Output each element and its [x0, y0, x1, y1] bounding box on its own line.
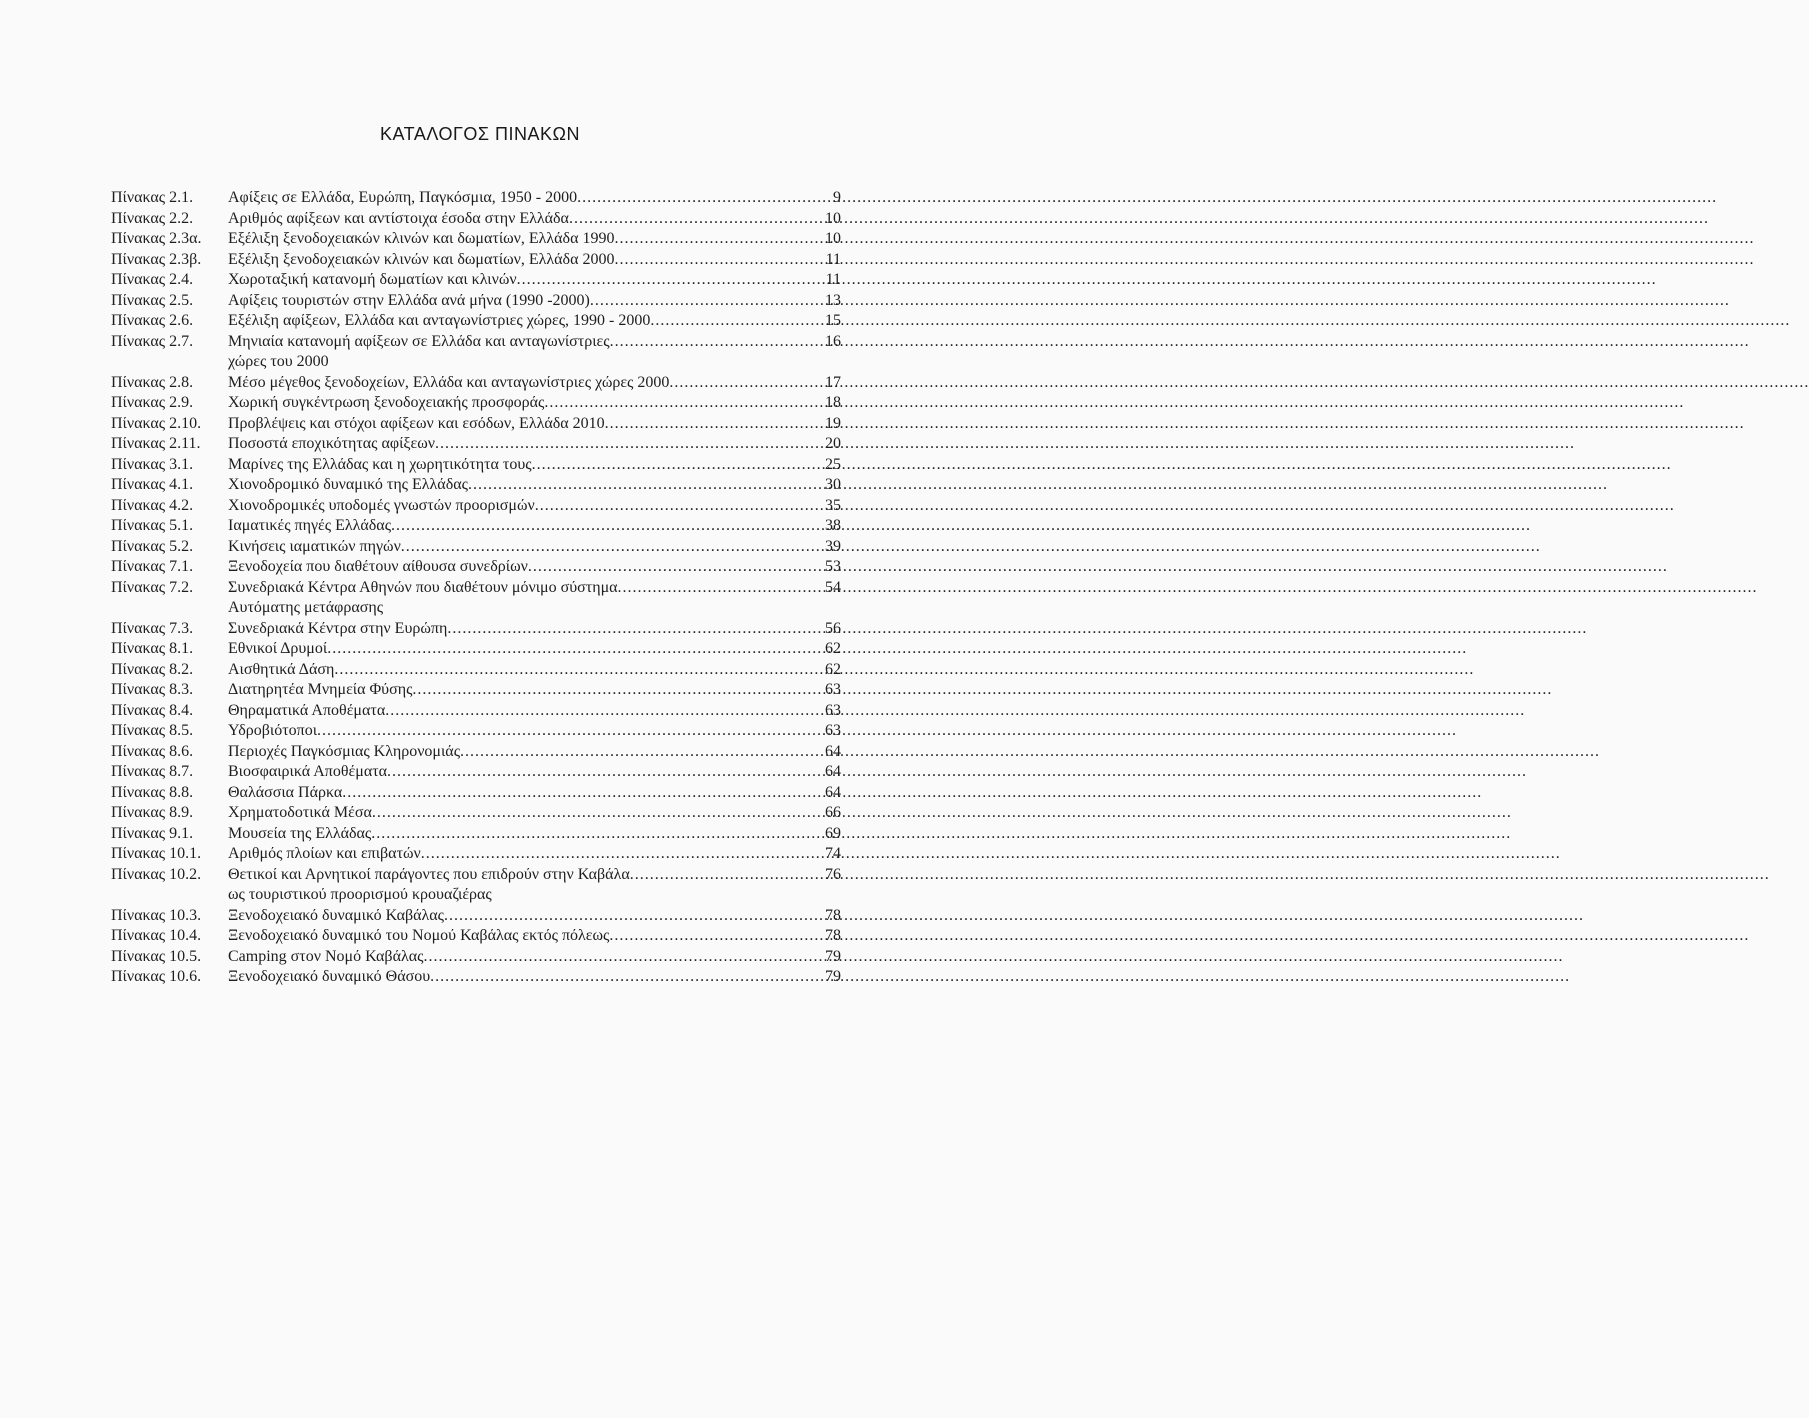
- dot-leader: [468, 475, 825, 496]
- toc-entry-title-continuation: χώρες του 2000: [228, 353, 329, 370]
- toc-entry-title-continuation: Αυτόματης μετάφρασης: [228, 599, 384, 616]
- toc-entry[interactable]: [111, 926, 841, 947]
- toc-entry-title: Ξενοδοχειακό δυναμικό Θάσου: [228, 968, 431, 985]
- toc-entry-label: Πίνακας 8.3.: [111, 681, 194, 698]
- toc-entry[interactable]: [111, 229, 841, 250]
- dot-leader: [630, 865, 825, 886]
- toc-entry-label: Πίνακας 10.5.: [111, 947, 202, 965]
- toc-entry-title: Χρηματοδοτικά Μέσα: [228, 804, 372, 821]
- toc-entry-label: Πίνακας 7.3.: [111, 619, 194, 637]
- toc-entry[interactable]: [111, 762, 841, 783]
- toc-entry[interactable]: [111, 537, 841, 558]
- toc-entry-label: Πίνακας 2.1.: [111, 189, 194, 206]
- toc-entry-label: Πίνακας 8.4.: [111, 701, 194, 719]
- toc-entry-title: Χωρική συγκέντρωση ξενοδοχειακής προσφοράς: [228, 394, 545, 411]
- toc-entry-page-number: 54: [825, 578, 841, 596]
- toc-entry-page-number: 10: [825, 230, 841, 247]
- toc-entry[interactable]: [111, 496, 841, 517]
- dot-leader: [372, 803, 825, 824]
- toc-entry-label: Πίνακας 10.6.: [111, 968, 202, 985]
- dot-leader: [528, 557, 825, 578]
- dot-leader: [371, 824, 825, 845]
- toc-entry-label: Πίνακας 8.9.: [111, 804, 194, 821]
- toc-entry-page-number: 11: [825, 271, 841, 288]
- dot-leader: [577, 188, 833, 209]
- toc-entry-title: Ξενοδοχειακό δυναμικό Καβάλας: [228, 906, 445, 924]
- toc-entry[interactable]: [111, 414, 841, 435]
- dot-leader: [444, 906, 825, 927]
- toc-entry-title: Μουσεία της Ελλάδας: [228, 824, 372, 842]
- toc-entry-label: Πίνακας 2.10.: [111, 414, 202, 432]
- dot-leader: [435, 434, 825, 455]
- dot-leader: [401, 537, 825, 558]
- toc-entry-title: Ξενοδοχεία που διαθέτουν αίθουσα συνεδρίων: [228, 558, 528, 575]
- dot-leader: [460, 742, 825, 763]
- dot-leader: [391, 516, 825, 537]
- toc-entry-label: Πίνακας 2.8.: [111, 373, 194, 391]
- toc-entry-title: Εξέλιξη ξενοδοχειακών κλινών και δωματίων, Ελλάδα 2000: [228, 250, 615, 268]
- toc-entry-label: Πίνακας 2.7.: [111, 332, 194, 350]
- toc-entry[interactable]: [111, 865, 841, 886]
- toc-entry[interactable]: [111, 660, 841, 681]
- toc-entry-page-number: 15: [825, 312, 841, 329]
- toc-entry-page-number: 35: [825, 496, 841, 514]
- toc-entry-page-number: 63: [825, 722, 841, 739]
- toc-entry-label: Πίνακας 2.3α.: [111, 230, 202, 247]
- dot-leader: [618, 578, 825, 599]
- toc-entry-page-number: 76: [825, 865, 841, 883]
- dot-leader: [327, 639, 825, 660]
- dot-leader: [421, 844, 825, 865]
- dot-leader: [334, 660, 825, 681]
- toc-entry-title: Ιαματικές πηγές Ελλάδας: [228, 517, 392, 534]
- toc-entry-label: Πίνακας 8.6.: [111, 742, 194, 760]
- toc-entry-page-number: 64: [825, 742, 841, 760]
- toc-entry-page-number: 79: [825, 968, 841, 985]
- toc-entry[interactable]: [111, 578, 841, 599]
- toc-entry-title: Ξενοδοχειακό δυναμικό του Νομού Καβάλας εκτός πόλεως: [228, 927, 610, 944]
- toc-entry-title: Εξέλιξη ξενοδοχειακών κλινών και δωματίων, Ελλάδα 1990: [228, 230, 615, 247]
- toc-entry-label: Πίνακας 8.8.: [111, 783, 194, 801]
- dot-leader: [387, 762, 825, 783]
- toc-entry-label: Πίνακας 7.1.: [111, 558, 194, 575]
- toc-entry-page-number: 74: [825, 845, 841, 862]
- dot-leader: [447, 619, 825, 640]
- toc-entry-title: Αφίξεις τουριστών στην Ελλάδα ανά μήνα (1990 -2000): [228, 291, 590, 309]
- toc-entry[interactable]: [111, 824, 841, 845]
- toc-entry-title: Χιονοδρομικό δυναμικό της Ελλάδας: [228, 476, 468, 493]
- toc-entry-title: Χιονοδρομικές υποδομές γνωστών προορισμών: [228, 496, 535, 514]
- toc-entry-page-number: 66: [825, 804, 841, 821]
- toc-entry-page-number: 11: [825, 250, 841, 268]
- toc-entry[interactable]: [111, 639, 841, 660]
- dot-leader: [614, 250, 825, 271]
- toc-entry[interactable]: [111, 291, 841, 312]
- toc-entry-title: Αριθμός πλοίων και επιβατών: [228, 845, 421, 862]
- toc-entry-label: Πίνακας 4.1.: [111, 476, 194, 493]
- toc-entry[interactable]: [111, 742, 841, 763]
- dot-leader: [650, 311, 825, 332]
- toc-entry-page-number: 9: [833, 189, 841, 206]
- toc-entry[interactable]: [111, 721, 841, 742]
- toc-entry-label: Πίνακας 10.2.: [111, 865, 202, 883]
- toc-entry-label: Πίνακας 9.1.: [111, 824, 194, 842]
- toc-entry-label: Πίνακας 2.5.: [111, 291, 194, 309]
- toc-entry[interactable]: [111, 250, 841, 271]
- toc-entry-title: Camping στον Νομό Καβάλας: [228, 947, 424, 965]
- toc-entry-page-number: 79: [825, 947, 841, 965]
- toc-entry[interactable]: [111, 619, 841, 640]
- toc-entry-page-number: 25: [825, 455, 841, 473]
- toc-entry[interactable]: [111, 209, 841, 230]
- toc-entry[interactable]: [111, 393, 841, 414]
- toc-entry-page-number: 64: [825, 763, 841, 780]
- toc-entry-label: Πίνακας 10.4.: [111, 927, 202, 944]
- toc-entry-title: Αριθμός αφίξεων και αντίστοιχα έσοδα στην Ελλάδα: [228, 209, 569, 227]
- toc-entry[interactable]: [111, 803, 841, 824]
- dot-leader: [544, 393, 825, 414]
- toc-entry-title: Μέσο μέγεθος ξενοδοχείων, Ελλάδα και ανταγωνίστριες χώρες 2000: [228, 373, 670, 391]
- toc-entry[interactable]: [111, 311, 841, 332]
- toc-entry-title: Θετικοί και Αρνητικοί παράγοντες που επιδρούν στην Καβάλα: [228, 865, 630, 883]
- toc-entry-title: Θηραματικά Αποθέματα: [228, 701, 386, 719]
- toc-entry-title: Βιοσφαιρικά Αποθέματα: [228, 763, 388, 780]
- toc-entry-page-number: 10: [825, 209, 841, 227]
- toc-entry-label: Πίνακας 5.2.: [111, 537, 194, 555]
- toc-entry-page-number: 38: [825, 517, 841, 534]
- toc-entry[interactable]: [111, 475, 841, 496]
- toc-entry-title: Προβλέψεις και στόχοι αφίξεων και εσόδων, Ελλάδα 2010: [228, 414, 605, 432]
- toc-entry-page-number: 78: [825, 927, 841, 944]
- toc-entry-label: Πίνακας 2.11.: [111, 435, 201, 452]
- dot-leader: [609, 926, 825, 947]
- toc-entry[interactable]: [111, 844, 841, 865]
- toc-entry-label: Πίνακας 2.6.: [111, 312, 194, 329]
- toc-entry-title: Χωροταξική κατανομή δωματίων και κλινών: [228, 271, 517, 288]
- toc-entry-label: Πίνακας 2.3β.: [111, 250, 202, 268]
- toc-entry-page-number: 18: [825, 394, 841, 411]
- dot-leader: [385, 701, 825, 722]
- toc-entry-title: Αφίξεις σε Ελλάδα, Ευρώπη, Παγκόσμια, 1950 - 2000: [228, 189, 578, 206]
- toc-entry[interactable]: [111, 906, 841, 927]
- toc-entry[interactable]: [111, 455, 841, 476]
- toc-entry-title: Μαρίνες της Ελλάδας και η χωρητικότητα τους: [228, 455, 532, 473]
- toc-entry-label: Πίνακας 4.2.: [111, 496, 194, 514]
- toc-entry-page-number: 64: [825, 783, 841, 801]
- toc-entry[interactable]: [111, 373, 841, 394]
- toc-entry-label: Πίνακας 2.9.: [111, 394, 194, 411]
- toc-entry-title: Αισθητικά Δάση: [228, 660, 335, 678]
- toc-entry-title: Συνεδριακά Κέντρα Αθηνών που διαθέτουν μόνιμο σύστημα: [228, 578, 618, 596]
- toc-entry[interactable]: [111, 516, 841, 537]
- dot-leader: [430, 967, 825, 988]
- toc-entry-title: Μηνιαία κατανομή αφίξεων σε Ελλάδα και ανταγωνίστριες: [228, 332, 610, 350]
- toc-entry-label: Πίνακας 10.1.: [111, 845, 202, 862]
- dot-leader: [423, 947, 825, 968]
- toc-entry-title: Θαλάσσια Πάρκα: [228, 783, 343, 801]
- toc-entry-title: Υδροβιότοποι: [228, 722, 318, 739]
- toc-entry-page-number: 30: [825, 476, 841, 493]
- toc-entry-title: Εξέλιξη αφίξεων, Ελλάδα και ανταγωνίστριες χώρες, 1990 - 2000: [228, 312, 651, 329]
- toc-entry-title: Διατηρητέα Μνημεία Φύσης: [228, 681, 413, 698]
- toc-entry[interactable]: [111, 332, 841, 353]
- toc-entry-label: Πίνακας 8.1.: [111, 640, 194, 657]
- toc-entry-page-number: 69: [825, 824, 841, 842]
- table-of-tables-list: [111, 188, 841, 988]
- dot-leader: [517, 270, 826, 291]
- toc-entry[interactable]: [111, 947, 841, 968]
- dot-leader: [532, 455, 825, 476]
- toc-entry[interactable]: [111, 701, 841, 722]
- toc-entry-label: Πίνακας 2.2.: [111, 209, 194, 227]
- dot-leader: [412, 680, 825, 701]
- toc-entry-label: Πίνακας 2.4.: [111, 271, 194, 288]
- toc-entry-page-number: 56: [825, 619, 841, 637]
- toc-entry[interactable]: [111, 270, 841, 291]
- toc-entry-page-number: 53: [825, 558, 841, 575]
- toc-entry[interactable]: [111, 434, 841, 455]
- toc-entry-title: Κινήσεις ιαματικών πηγών: [228, 537, 401, 555]
- toc-entry-page-number: 78: [825, 906, 841, 924]
- toc-entry-page-number: 17: [825, 373, 841, 391]
- dot-leader: [569, 209, 825, 230]
- toc-entry-label: Πίνακας 8.2.: [111, 660, 194, 678]
- toc-entry-title: Περιοχές Παγκόσμιας Κληρονομιάς: [228, 742, 461, 760]
- toc-entry-page-number: 39: [825, 537, 841, 555]
- toc-entry-page-number: 63: [825, 701, 841, 719]
- toc-entry[interactable]: [111, 783, 841, 804]
- toc-entry-title: Ποσοστά εποχικότητας αφίξεων: [228, 435, 436, 452]
- toc-entry-label: Πίνακας 10.3.: [111, 906, 202, 924]
- dot-leader: [605, 414, 825, 435]
- toc-entry[interactable]: [111, 188, 841, 209]
- toc-entry-label: Πίνακας 5.1.: [111, 517, 194, 534]
- dot-leader: [342, 783, 825, 804]
- toc-entry-label: Πίνακας 3.1.: [111, 455, 194, 473]
- dot-leader: [590, 291, 825, 312]
- toc-entry-page-number: 16: [825, 332, 841, 350]
- dot-leader: [669, 373, 825, 394]
- toc-entry[interactable]: [111, 557, 841, 578]
- toc-entry-page-number: 63: [825, 681, 841, 698]
- dot-leader: [610, 332, 825, 353]
- toc-entry[interactable]: [111, 680, 841, 701]
- toc-entry-label: Πίνακας 7.2.: [111, 578, 194, 596]
- page-title: ΚΑΤΑΛΟΓΟΣ ΠΙΝΑΚΩΝ: [380, 124, 580, 144]
- toc-entry-page-number: 62: [825, 640, 841, 657]
- toc-entry-label: Πίνακας 8.5.: [111, 722, 194, 739]
- dot-leader: [614, 229, 825, 250]
- toc-entry-title: Συνεδριακά Κέντρα στην Ευρώπη: [228, 619, 448, 637]
- toc-entry-page-number: 13: [825, 291, 841, 309]
- toc-entry-title-continuation: ως τουριστικού προορισμού κρουαζιέρας: [228, 886, 492, 903]
- toc-entry-title: Εθνικοί Δρυμοί: [228, 640, 328, 657]
- toc-entry-page-number: 19: [825, 414, 841, 432]
- toc-entry[interactable]: [111, 967, 841, 988]
- dot-leader: [317, 721, 825, 742]
- toc-entry-label: Πίνακας 8.7.: [111, 763, 194, 780]
- dot-leader: [535, 496, 825, 517]
- toc-entry-page-number: 62: [825, 660, 841, 678]
- toc-entry-page-number: 20: [825, 435, 841, 452]
